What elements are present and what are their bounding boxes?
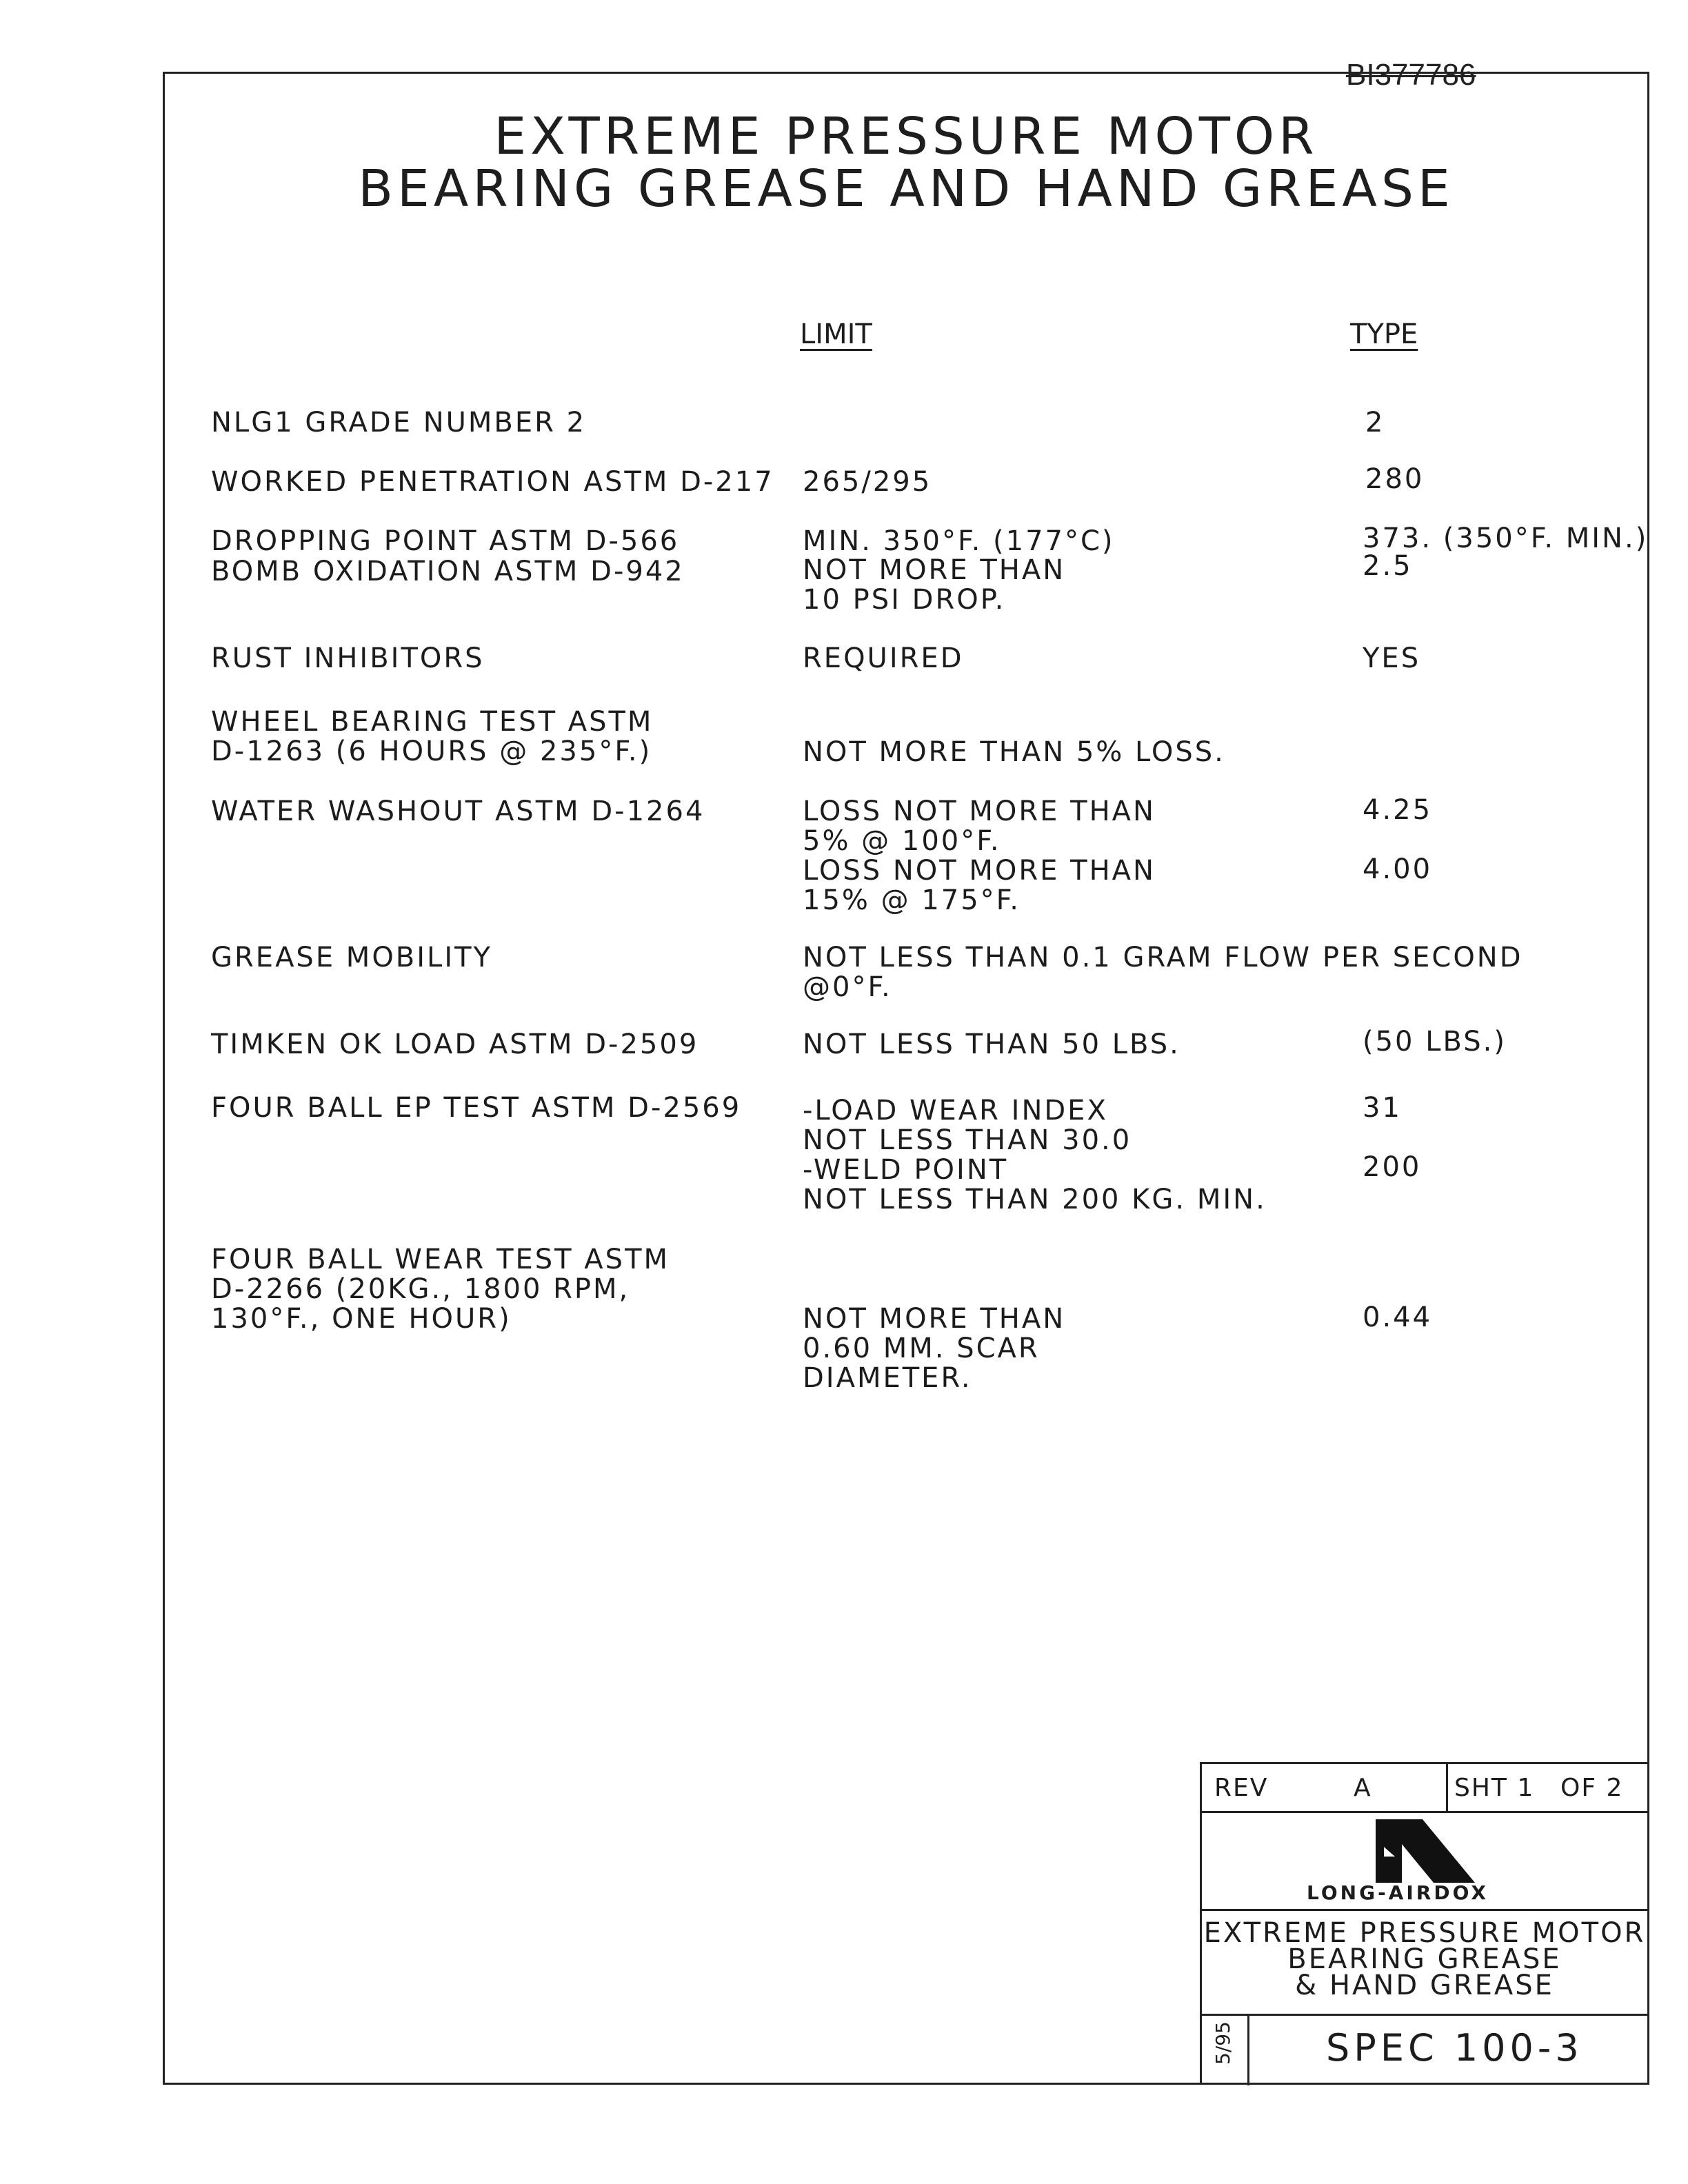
- company-name: LONG-AIRDOX: [1307, 1881, 1489, 1904]
- limit-cell: NOT MORE THAN 10 PSI DROP.: [803, 554, 1066, 616]
- type-cell: 2: [1365, 407, 1385, 438]
- property-cell: WORKED PENETRATION ASTM D-217: [211, 466, 774, 498]
- title-block: [1200, 1762, 1649, 2085]
- limit-column-header: LIMIT: [800, 318, 872, 350]
- type-cell: 280: [1365, 463, 1425, 495]
- title-block-divider: [1202, 1909, 1647, 1911]
- property-cell: GREASE MOBILITY: [211, 942, 492, 973]
- property-cell: WATER WASHOUT ASTM D-1264: [211, 796, 705, 827]
- document-id: BI377786: [1346, 58, 1476, 92]
- limit-cell: NOT MORE THAN 5% LOSS.: [803, 736, 1225, 768]
- property-cell: TIMKEN OK LOAD ASTM D-2509: [211, 1029, 699, 1060]
- property-cell: FOUR BALL EP TEST ASTM D-2569: [211, 1092, 742, 1124]
- limit-cell: LOSS NOT MORE THAN 5% @ 100°F.: [803, 796, 1156, 857]
- limit-cell: NOT LESS THAN 50 LBS.: [803, 1029, 1180, 1060]
- spec-number: SPEC 100-3: [1326, 2026, 1583, 2070]
- title-block-divider: [1446, 1764, 1448, 1811]
- limit-cell: MIN. 350°F. (177°C): [803, 525, 1115, 557]
- rev-label: REV: [1214, 1774, 1269, 1802]
- drawing-title: EXTREME PRESSURE MOTOR BEARING GREASE & HAND GREASE: [1203, 1917, 1646, 2001]
- type-cell: 31: [1363, 1092, 1402, 1124]
- type-column-header: TYPE: [1350, 318, 1418, 350]
- limit-cell: NOT LESS THAN 0.1 GRAM FLOW PER SECOND @0°F.: [803, 942, 1523, 1003]
- property-cell: DROPPING POINT ASTM D-566: [211, 525, 680, 557]
- page-title-line-1: EXTREME PRESSURE MOTOR: [494, 107, 1318, 166]
- property-cell: FOUR BALL WEAR TEST ASTM D-2266 (20KG., 1800 RPM, 130°F., ONE HOUR): [211, 1244, 670, 1335]
- sheet-number: SHT 1: [1454, 1774, 1535, 1802]
- property-cell: NLG1 GRADE NUMBER 2: [211, 407, 587, 438]
- type-cell: (50 LBS.): [1363, 1026, 1507, 1058]
- type-cell: 4.00: [1363, 853, 1433, 885]
- limit-cell: -WELD POINT NOT LESS THAN 200 KG. MIN.: [803, 1154, 1267, 1215]
- rev-value: A: [1354, 1774, 1372, 1802]
- limit-cell: NOT MORE THAN 0.60 MM. SCAR DIAMETER.: [803, 1303, 1066, 1394]
- drawing-date: 5/95: [1212, 2021, 1234, 2065]
- type-cell: 0.44: [1363, 1302, 1433, 1333]
- limit-cell: 265/295: [803, 466, 932, 498]
- title-block-divider: [1202, 2014, 1647, 2016]
- company-logo-icon: [1374, 1817, 1478, 1885]
- limit-cell: LOSS NOT MORE THAN 15% @ 175°F.: [803, 855, 1156, 916]
- limit-cell: -LOAD WEAR INDEX NOT LESS THAN 30.0: [803, 1095, 1132, 1156]
- property-cell: WHEEL BEARING TEST ASTM D-1263 (6 HOURS @ 235°F.): [211, 706, 654, 767]
- title-block-divider: [1247, 2014, 1249, 2085]
- sheet-total: OF 2: [1560, 1774, 1624, 1802]
- page-title-line-2: BEARING GREASE AND HAND GREASE: [358, 159, 1454, 219]
- type-cell: 200: [1363, 1151, 1422, 1183]
- type-cell: YES: [1363, 643, 1421, 674]
- title-block-divider: [1202, 1811, 1647, 1813]
- type-cell: 2.5: [1363, 550, 1413, 582]
- property-cell: BOMB OXIDATION ASTM D-942: [211, 556, 685, 587]
- limit-cell: REQUIRED: [803, 643, 964, 674]
- type-cell: 373. (350°F. MIN.): [1363, 523, 1649, 554]
- property-cell: RUST INHIBITORS: [211, 643, 485, 674]
- type-cell: 4.25: [1363, 794, 1433, 826]
